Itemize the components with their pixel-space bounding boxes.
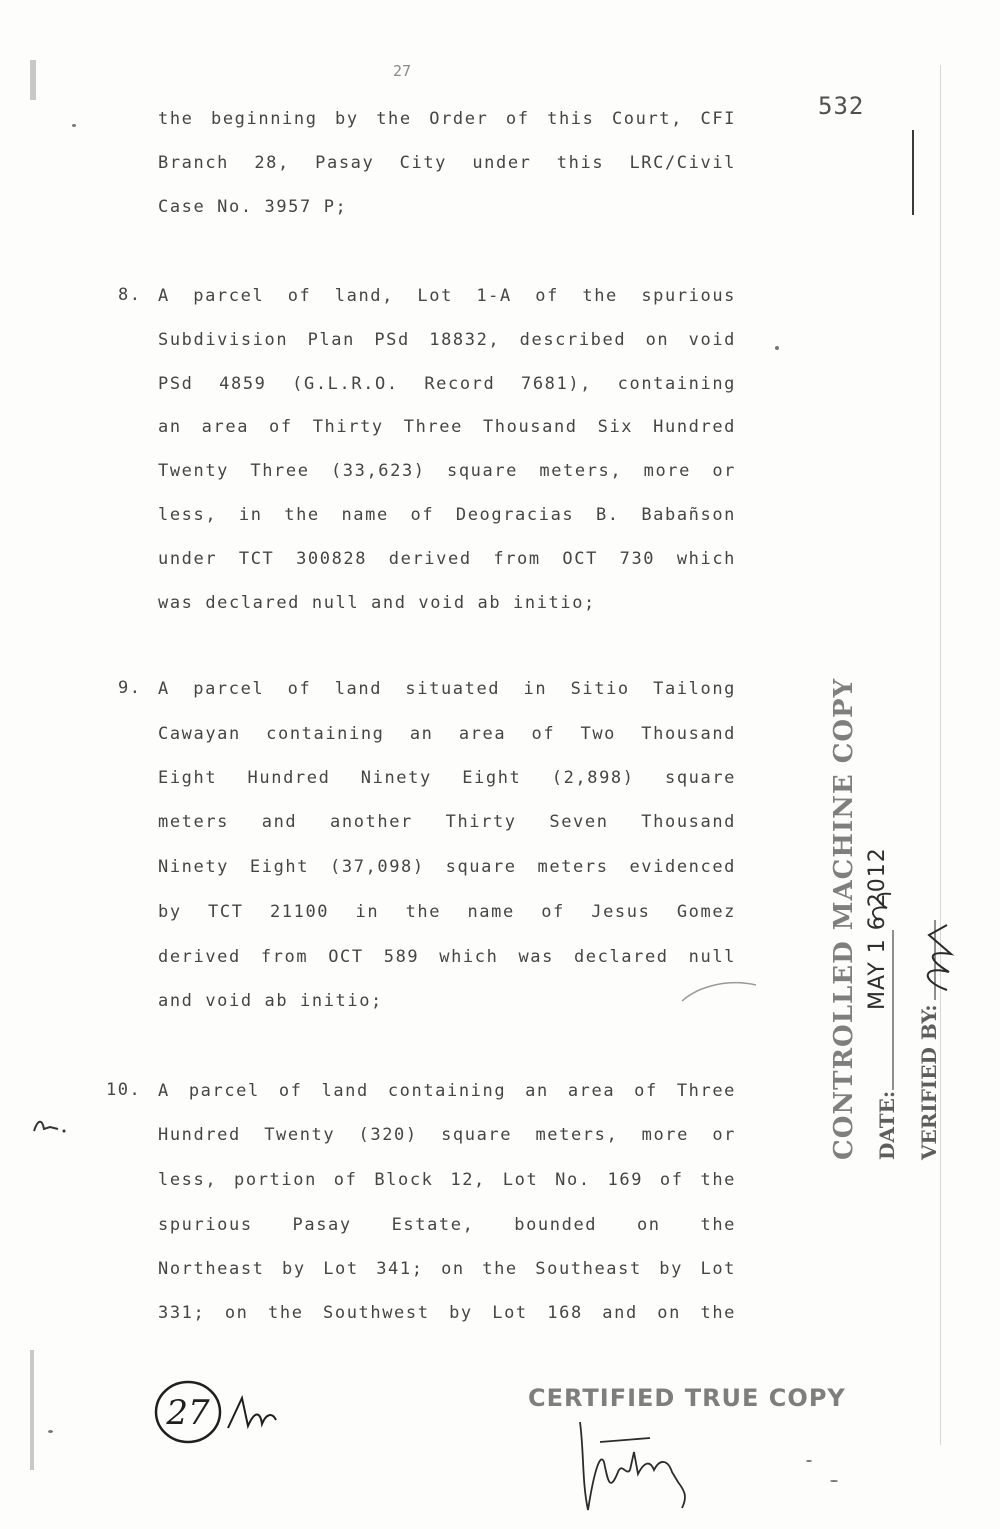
continuation-line: Branch 28, Pasay City under this LRC/Civil: [158, 153, 736, 173]
scan-speck: [775, 346, 779, 350]
item-line: meters and another Thirty Seven Thousand: [158, 812, 736, 832]
scan-speck: [806, 1460, 812, 1462]
item-line: was declared null and void ab initio;: [158, 593, 596, 613]
continuation-line: the beginning by the Order of this Court, CFI: [158, 109, 736, 129]
item-line: Cawayan containing an area of Two Thousand: [158, 724, 736, 744]
item-line: PSd 4859 (G.L.R.O. Record 7681), containing: [158, 374, 736, 394]
item-line: by TCT 21100 in the name of Jesus Gomez: [158, 902, 736, 922]
scan-noise: [30, 60, 36, 100]
item-line: and void ab initio;: [158, 991, 383, 1011]
item-line: A parcel of land, Lot 1-A of the spurious: [158, 286, 736, 306]
page-number-top: 27: [393, 62, 412, 80]
circled-number-text: 27: [166, 1393, 210, 1433]
stamp-date-value: MAY 1 6 2012: [865, 847, 890, 1010]
continuation-line: Case No. 3957 P;: [158, 197, 348, 217]
item-line: Hundred Twenty (320) square meters, more or: [158, 1125, 736, 1145]
page-edge-line: [940, 65, 941, 1445]
item-line: under TCT 300828 derived from OCT 730 which: [158, 549, 736, 569]
item-line: A parcel of land situated in Sitio Tailong: [158, 679, 736, 699]
hand-mark-icon: [30, 1115, 70, 1139]
item-line: less, in the name of Deogracias B. Babañson: [158, 505, 736, 525]
scan-speck: [48, 1430, 53, 1433]
item-line: spurious Pasay Estate, bounded on the: [158, 1215, 736, 1235]
stamp-signature-icon: [859, 880, 969, 1100]
stamp-title: CONTROLLED MACHINE COPY: [829, 677, 859, 1160]
margin-mark: [912, 130, 914, 215]
pen-stroke-icon: [680, 975, 760, 1005]
scan-speck: [72, 124, 76, 127]
stamp-verified-label: VERIFIED BY:: [917, 1004, 941, 1160]
item-line: A parcel of land containing an area of Three: [158, 1081, 736, 1101]
scan-speck: [830, 1480, 838, 1482]
controlled-copy-stamp: [821, 677, 971, 1160]
item-number: 10.: [106, 1080, 142, 1100]
circled-page-number-icon: [150, 1372, 300, 1452]
item-number: 8.: [118, 285, 142, 305]
item-line: derived from OCT 589 which was declared null: [158, 947, 736, 967]
stamped-page-number: 532: [818, 92, 865, 120]
item-line: Subdivision Plan PSd 18832, described on void: [158, 330, 736, 350]
item-line: Eight Hundred Ninety Eight (2,898) square: [158, 768, 736, 788]
item-number: 9.: [118, 678, 142, 698]
certified-true-copy-stamp: CERTIFIED TRUE COPY: [528, 1384, 846, 1412]
item-line: Northeast by Lot 341; on the Southeast by Lot: [158, 1259, 736, 1279]
item-line: 331; on the Southwest by Lot 168 and on the: [158, 1303, 736, 1323]
scan-noise: [30, 1350, 34, 1470]
item-line: less, portion of Block 12, Lot No. 169 of the: [158, 1170, 736, 1190]
item-line: Ninety Eight (37,098) square meters evidenced: [158, 857, 736, 877]
item-line: an area of Thirty Three Thousand Six Hundred: [158, 417, 736, 437]
item-line: Twenty Three (33,623) square meters, more or: [158, 461, 736, 481]
stamp-date-label: DATE:: [875, 1090, 899, 1160]
signature-icon: [560, 1412, 720, 1522]
